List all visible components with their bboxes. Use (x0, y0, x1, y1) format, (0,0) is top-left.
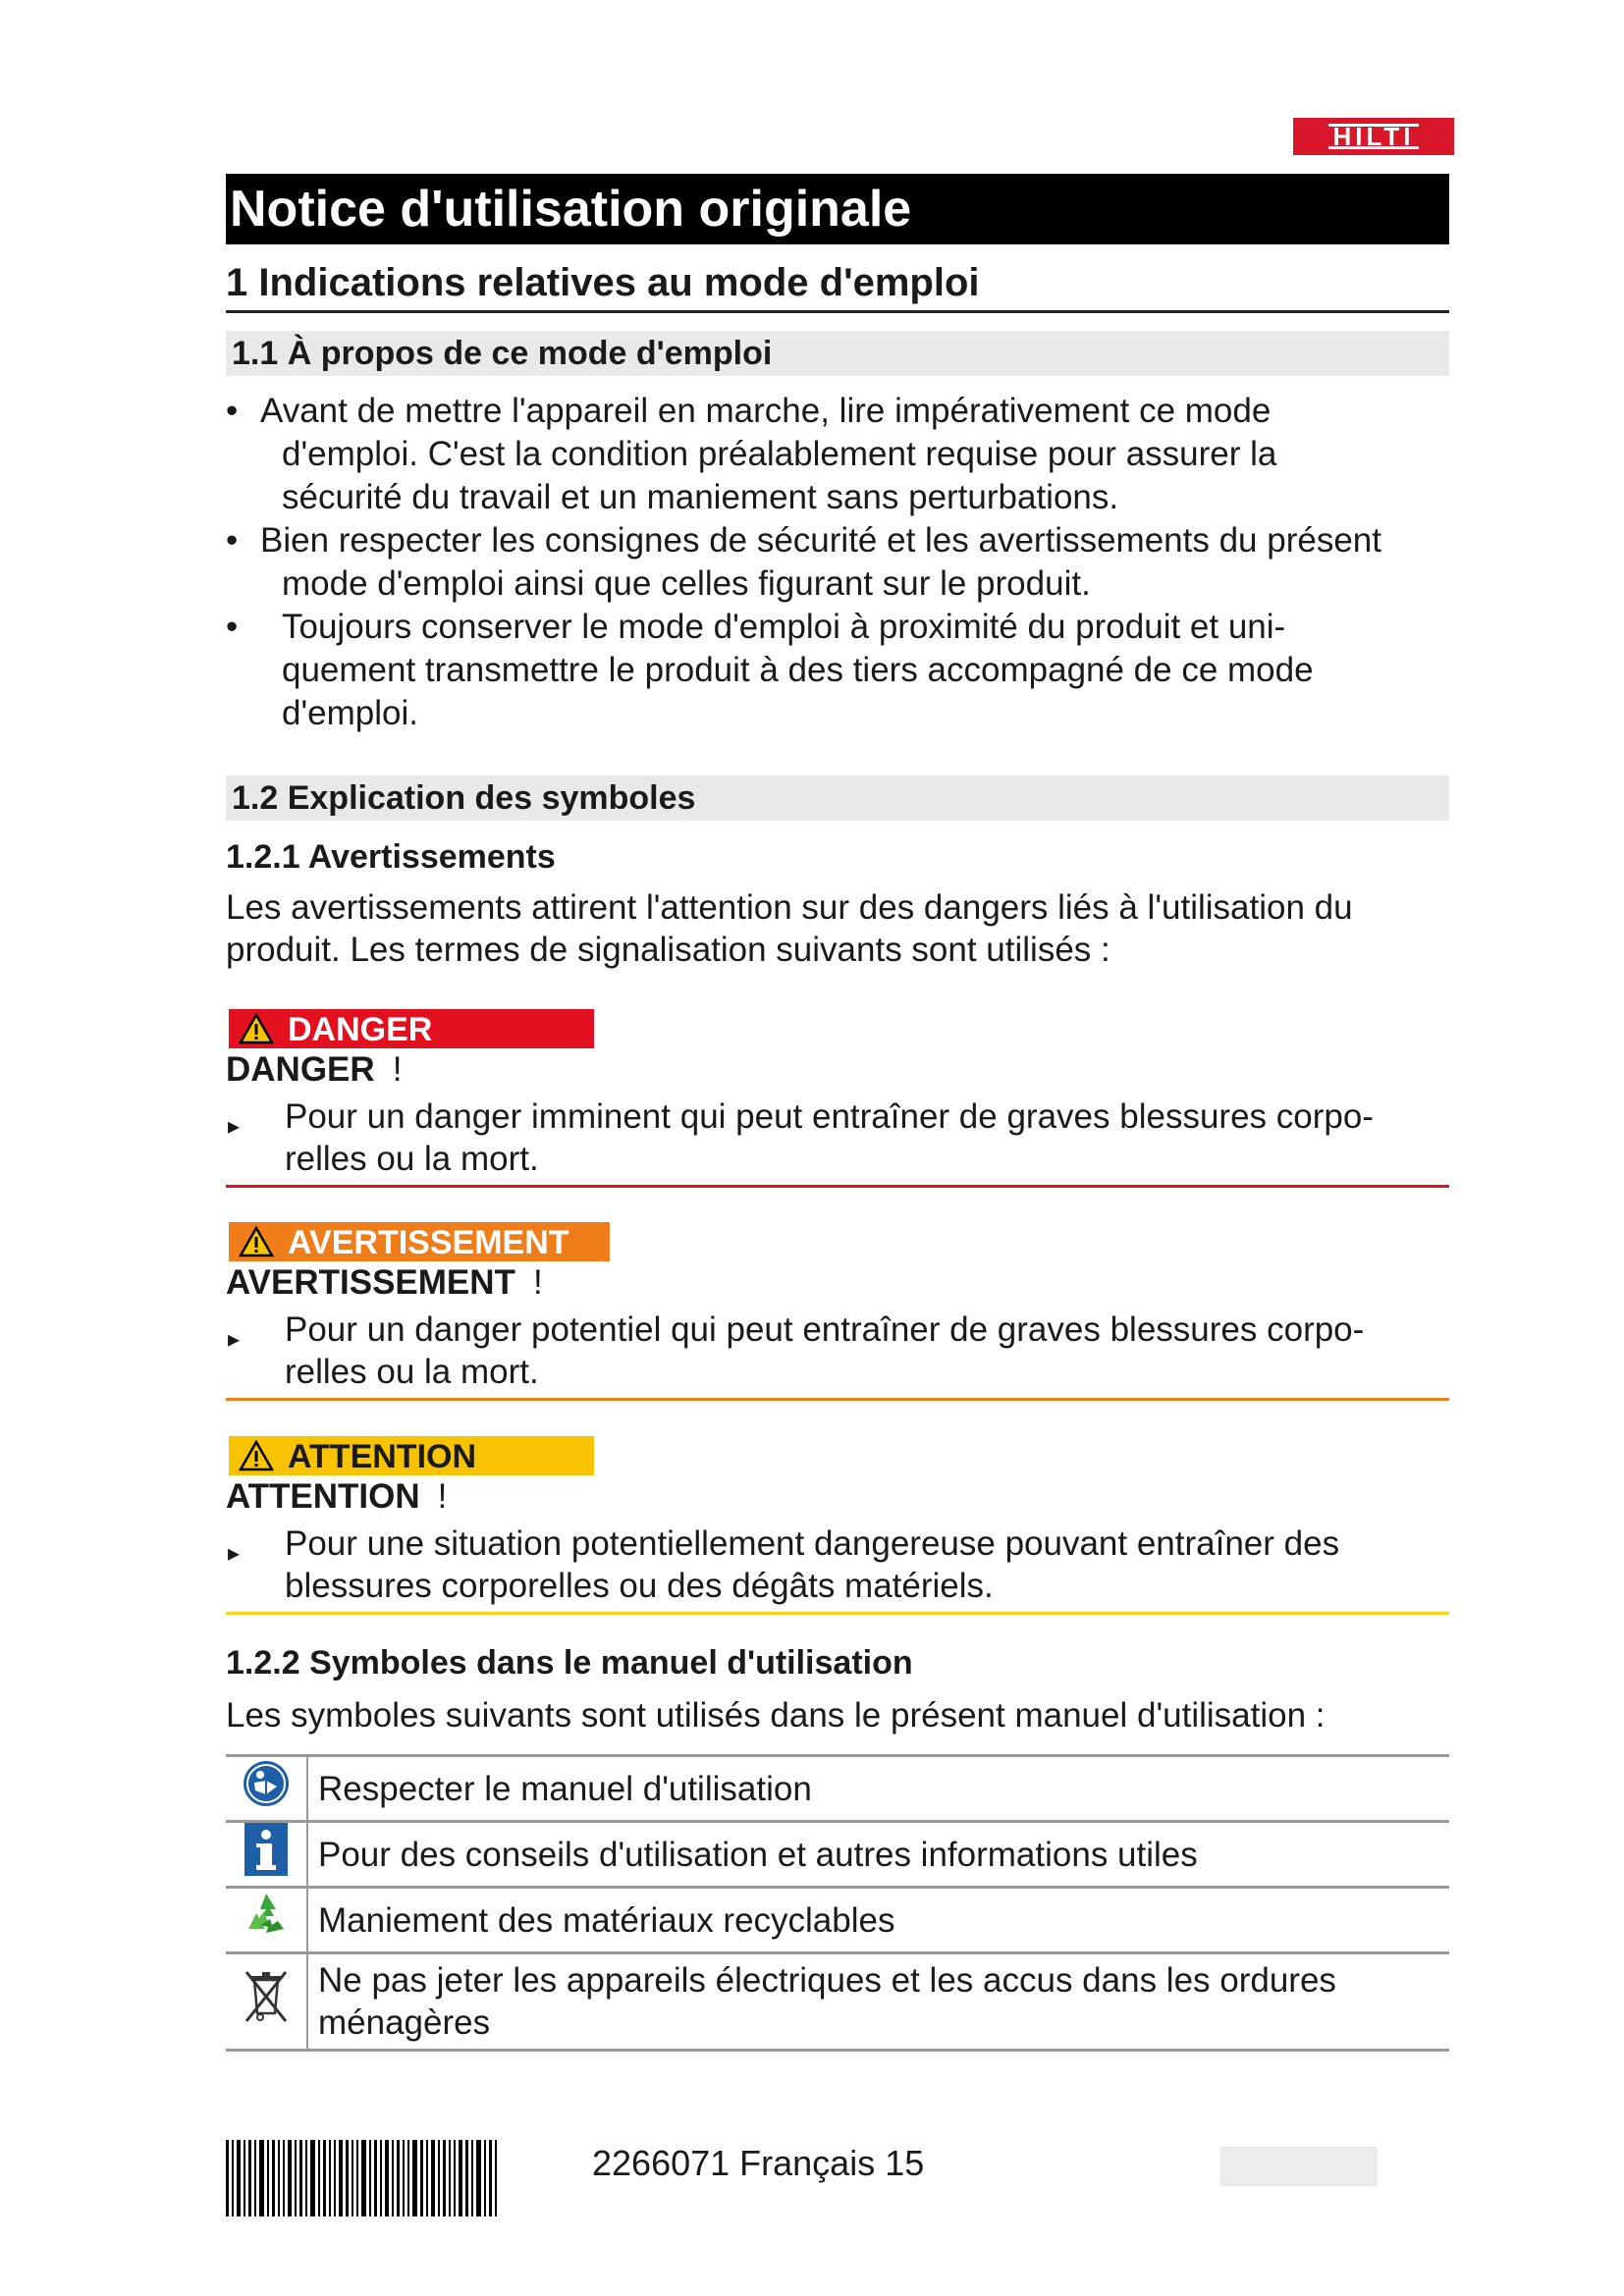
danger-tag: DANGER (229, 1009, 594, 1048)
symbol-description: Respecter le manuel d'utilisation (307, 1756, 1449, 1822)
footer-text: 2266071 Français 15 (592, 2143, 925, 2183)
section-1-1-heading: 1.1 À propos de ce mode d'emploi (226, 331, 1449, 376)
section-1-2-1-heading: 1.2.1 Avertissements (226, 838, 556, 876)
warning-description: ▸ Pour un danger potentiel qui peut entraîner de graves blessures corpo- relles ou la mort. (228, 1310, 1365, 1391)
table-row (226, 1822, 1449, 1888)
symbol-description: Pour des conseils d'utilisation et autres informations utiles (307, 1822, 1449, 1888)
symbol-description: Maniement des matériaux recyclables (307, 1888, 1449, 1953)
section-1-2-2-heading: 1.2.2 Symboles dans le manuel d'utilisation (226, 1644, 913, 1682)
caution-description: ▸ Pour une situation potentiellement dangereuse pouvant entraîner des blessures corporelles ou des dégâts matériels. (228, 1524, 1340, 1605)
table-row (226, 1756, 1449, 1822)
crossed-bin-icon (226, 1953, 307, 2051)
warnings-intro: Les avertissements attirent l'attention sur des dangers liés à l'utilisation du produit. Les termes de signalisation suivants sont utilisés : (226, 888, 1353, 969)
section-1-2-heading: 1.2 Explication des symboles (226, 775, 1449, 821)
read-manual-icon (226, 1756, 307, 1822)
caution-rule (226, 1612, 1449, 1615)
section-1-heading: 1 Indications relatives au mode d'emploi (226, 255, 1449, 313)
caution-tag: ATTENTION (229, 1436, 594, 1475)
table-row (226, 1888, 1449, 1953)
document-title: Notice d'utilisation originale (226, 174, 1449, 244)
list-item: • Avant de mettre l'appareil en marche, lire impérativement ce mode d'emploi. C'est la condition préalablement requise pour assurer la sécurité du travail et un maniement sans perturbations. (226, 392, 1277, 516)
warning-triangle-icon (239, 1226, 274, 1257)
danger-rule (226, 1185, 1449, 1188)
warning-label: AVERTISSEMENT ! (226, 1263, 543, 1302)
danger-description: ▸ Pour un danger imminent qui peut entraîner de graves blessures corpo- relles ou la mort. (228, 1097, 1374, 1178)
warning-tag: AVERTISSEMENT (229, 1222, 610, 1261)
barcode (226, 2140, 562, 2216)
footer-placeholder-box (1220, 2147, 1378, 2186)
caution-label: ATTENTION ! (226, 1477, 448, 1516)
hilti-logo: HILTI (1293, 118, 1454, 155)
symbol-description: Ne pas jeter les appareils électriques et les accus dans les ordures ménagères (307, 1953, 1449, 2051)
info-icon (226, 1822, 307, 1888)
list-item: • Toujours conserver le mode d'emploi à proximité du produit et uni- quement transmettre le produit à des tiers accompagné de ce mode d'emploi. (226, 608, 1314, 732)
bullet-list (226, 390, 1532, 735)
table-row (226, 1953, 1449, 2051)
warning-triangle-icon (239, 1440, 274, 1471)
warning-triangle-icon (239, 1013, 274, 1044)
list-item: • Bien respecter les consignes de sécurité et les avertissements du présent mode d'emploi ainsi que celles figurant sur le produit. (226, 521, 1381, 603)
danger-label: DANGER ! (226, 1050, 403, 1089)
recycle-icon (226, 1888, 307, 1953)
warning-rule (226, 1398, 1449, 1401)
symbols-intro: Les symboles suivants sont utilisés dans le présent manuel d'utilisation : (226, 1696, 1326, 1735)
symbols-table (226, 1754, 1449, 2052)
